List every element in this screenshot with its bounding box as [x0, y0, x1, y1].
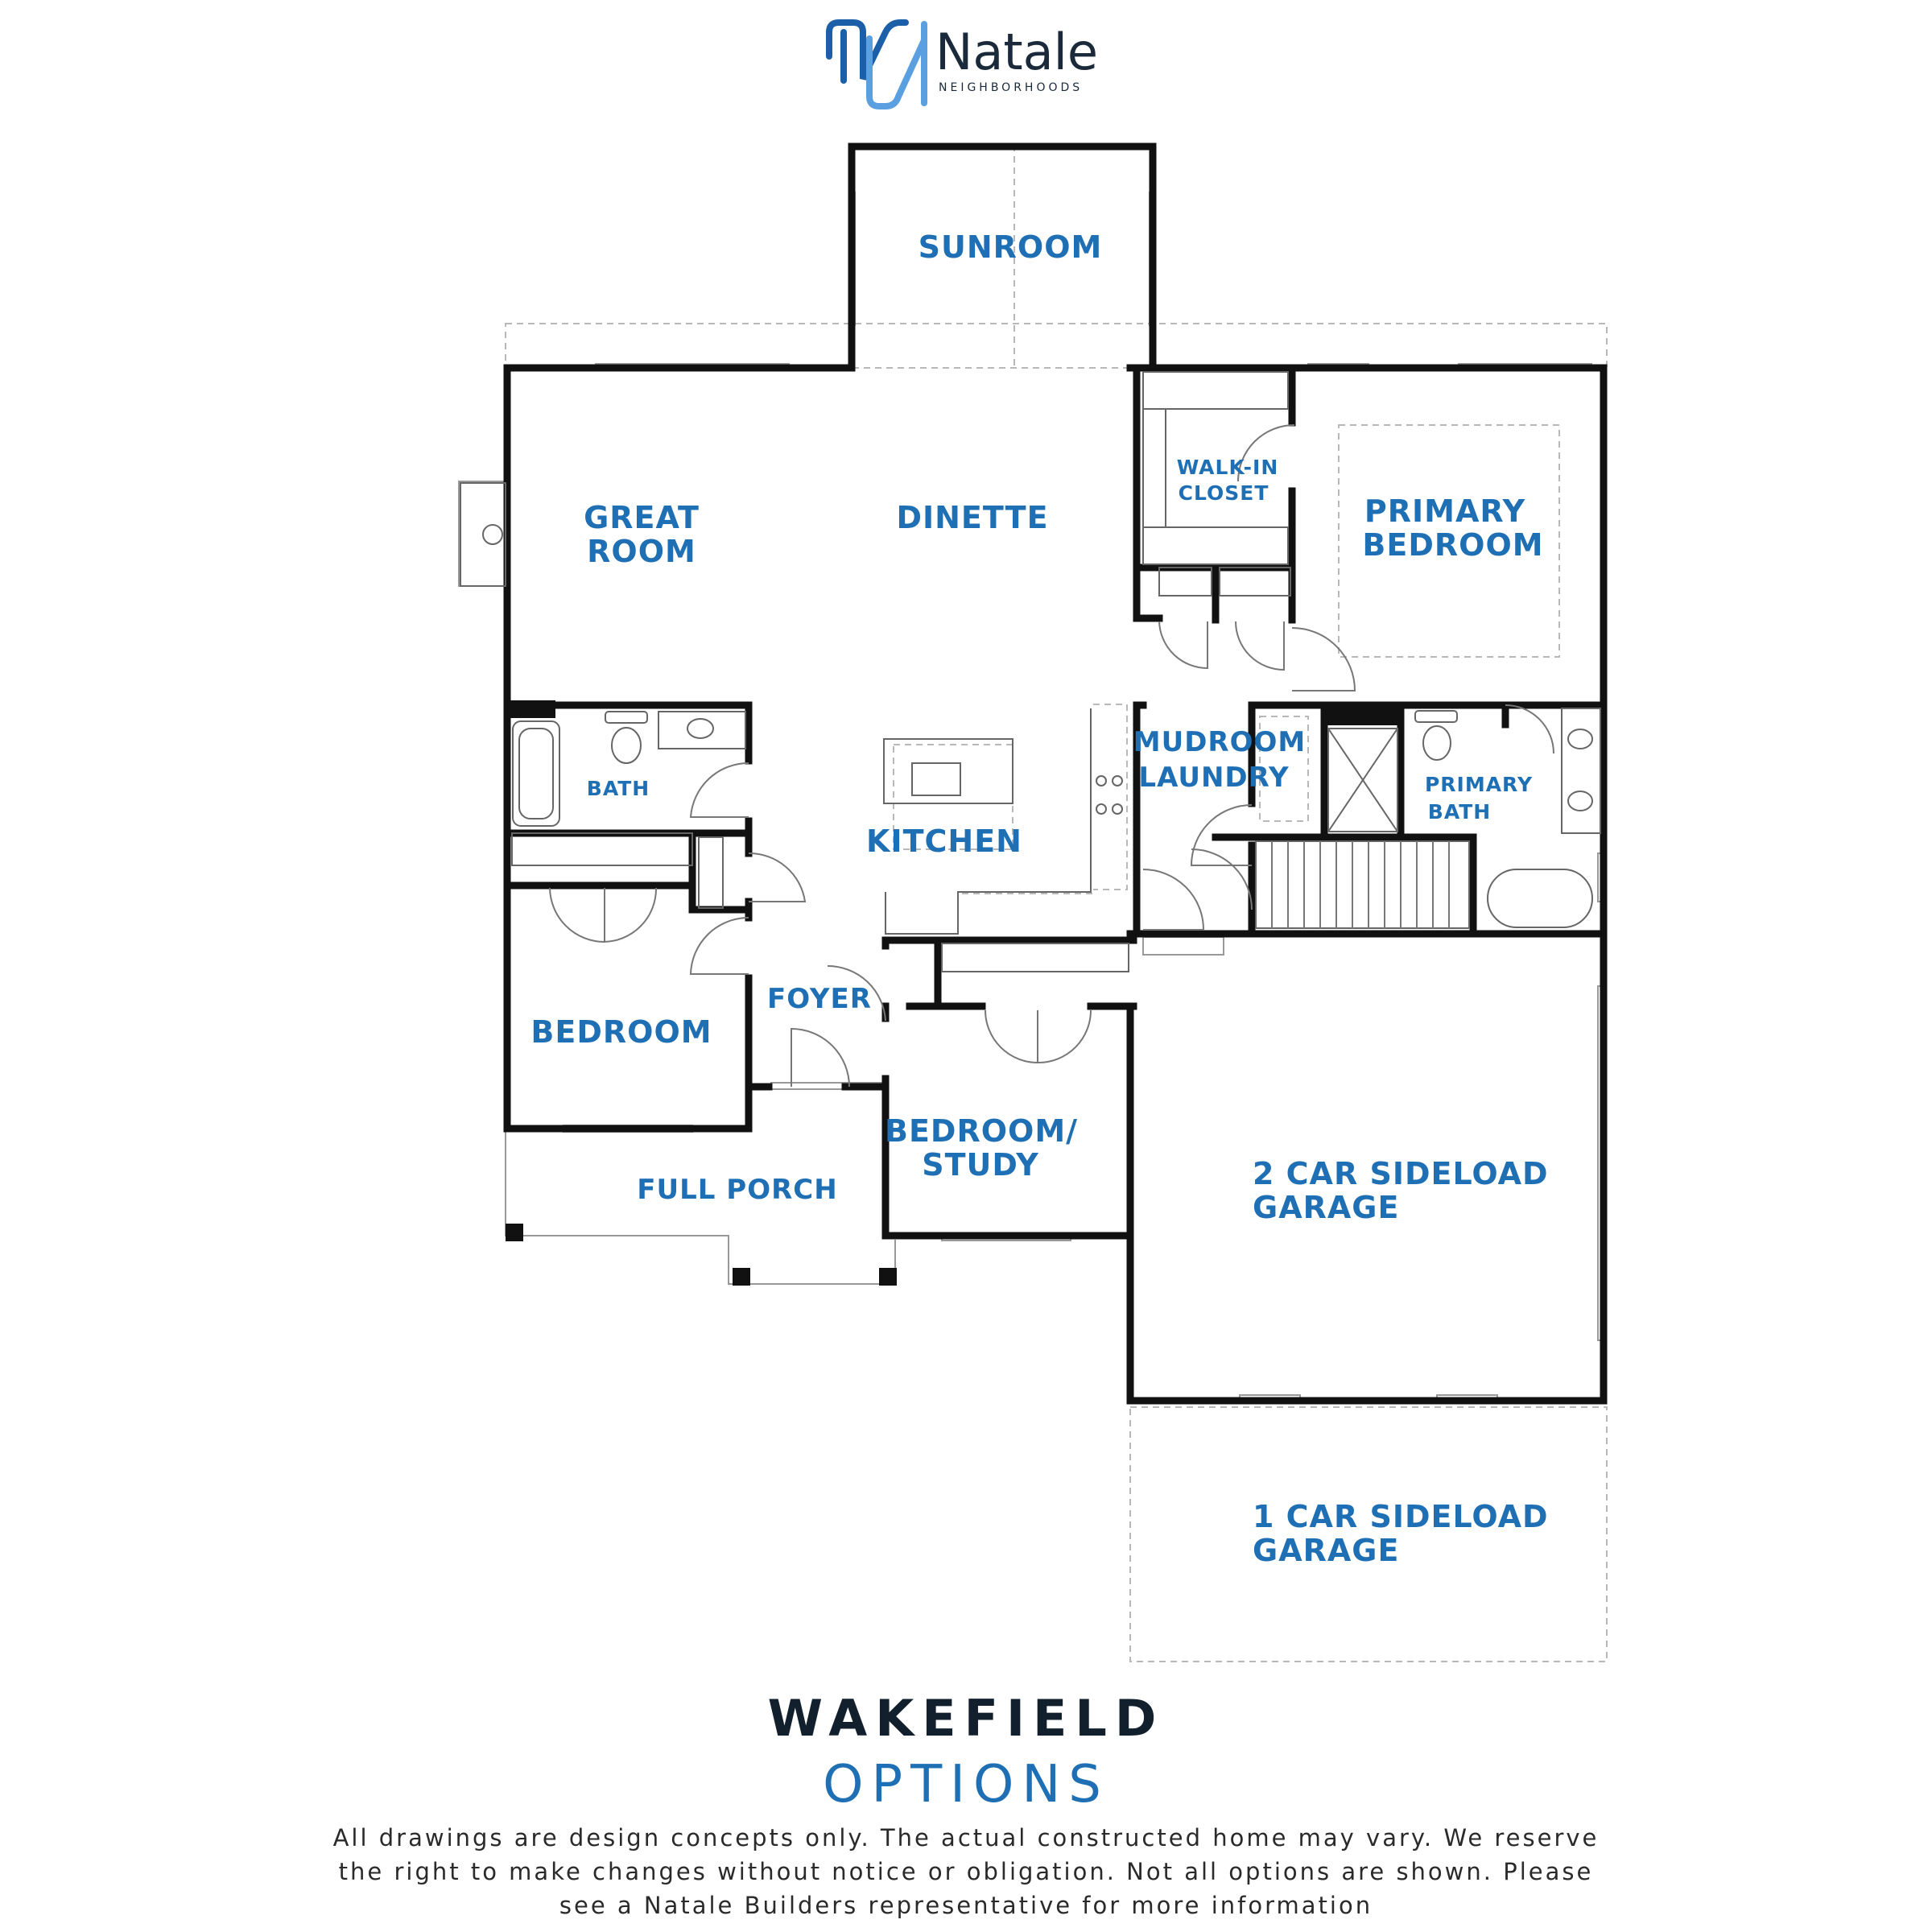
label-mudroom: MUDROOM — [1133, 726, 1307, 758]
label-2-car-garage-line1: 2 CAR SIDELOAD — [1253, 1156, 1549, 1191]
label-bedroom-study-line2: STUDY — [922, 1147, 1039, 1183]
label-kitchen: KITCHEN — [866, 824, 1022, 859]
label-primary-bath-line2: BATH — [1427, 800, 1492, 824]
label-dinette: DINETTE — [896, 500, 1049, 535]
label-foyer: FOYER — [767, 983, 872, 1015]
fixtures — [460, 372, 1600, 972]
disclaimer-line: see a Natale Builders representative for more information — [559, 1892, 1373, 1919]
stair-treads — [1272, 841, 1449, 928]
label-bath: BATH — [586, 777, 650, 800]
label-walk-in-closet-line1: WALK-IN — [1176, 456, 1279, 479]
brand-name: Natale — [935, 23, 1099, 81]
plan-name: WAKEFIELD — [767, 1689, 1165, 1748]
label-1-car-garage-line1: 1 CAR SIDELOAD — [1253, 1499, 1549, 1534]
dashed-options-outlines — [506, 145, 1607, 1662]
label-bedroom-study-line1: BEDROOM/ — [884, 1113, 1079, 1149]
label-primary-bath-line1: PRIMARY — [1424, 773, 1534, 796]
label-1-car-garage-line2: GARAGE — [1253, 1533, 1400, 1568]
disclaimer — [242, 1821, 1690, 1922]
label-walk-in-closet-line2: CLOSET — [1178, 481, 1269, 505]
label-2-car-garage-line2: GARAGE — [1253, 1190, 1400, 1225]
brand-subtitle: NEIGHBORHOODS — [939, 81, 1084, 94]
disclaimer-line: the right to make changes without notice or obligation. Not all options are shown. Please — [338, 1858, 1594, 1885]
label-laundry: LAUNDRY — [1138, 762, 1290, 794]
label-great-room-line2: ROOM — [587, 534, 696, 569]
label-primary-bedroom-line1: PRIMARY — [1364, 493, 1526, 529]
label-sunroom: SUNROOM — [918, 229, 1103, 265]
label-full-porch: FULL PORCH — [637, 1174, 838, 1206]
label-great-room-line1: GREAT — [584, 500, 700, 535]
nn-monogram-logo — [829, 23, 924, 106]
label-bedroom: BEDROOM — [530, 1014, 712, 1050]
plan-subtitle: OPTIONS — [823, 1755, 1109, 1814]
label-primary-bedroom-line2: BEDROOM — [1362, 527, 1544, 563]
disclaimer-line: All drawings are design concepts only. The actual constructed home may vary. We reserve — [332, 1824, 1600, 1852]
